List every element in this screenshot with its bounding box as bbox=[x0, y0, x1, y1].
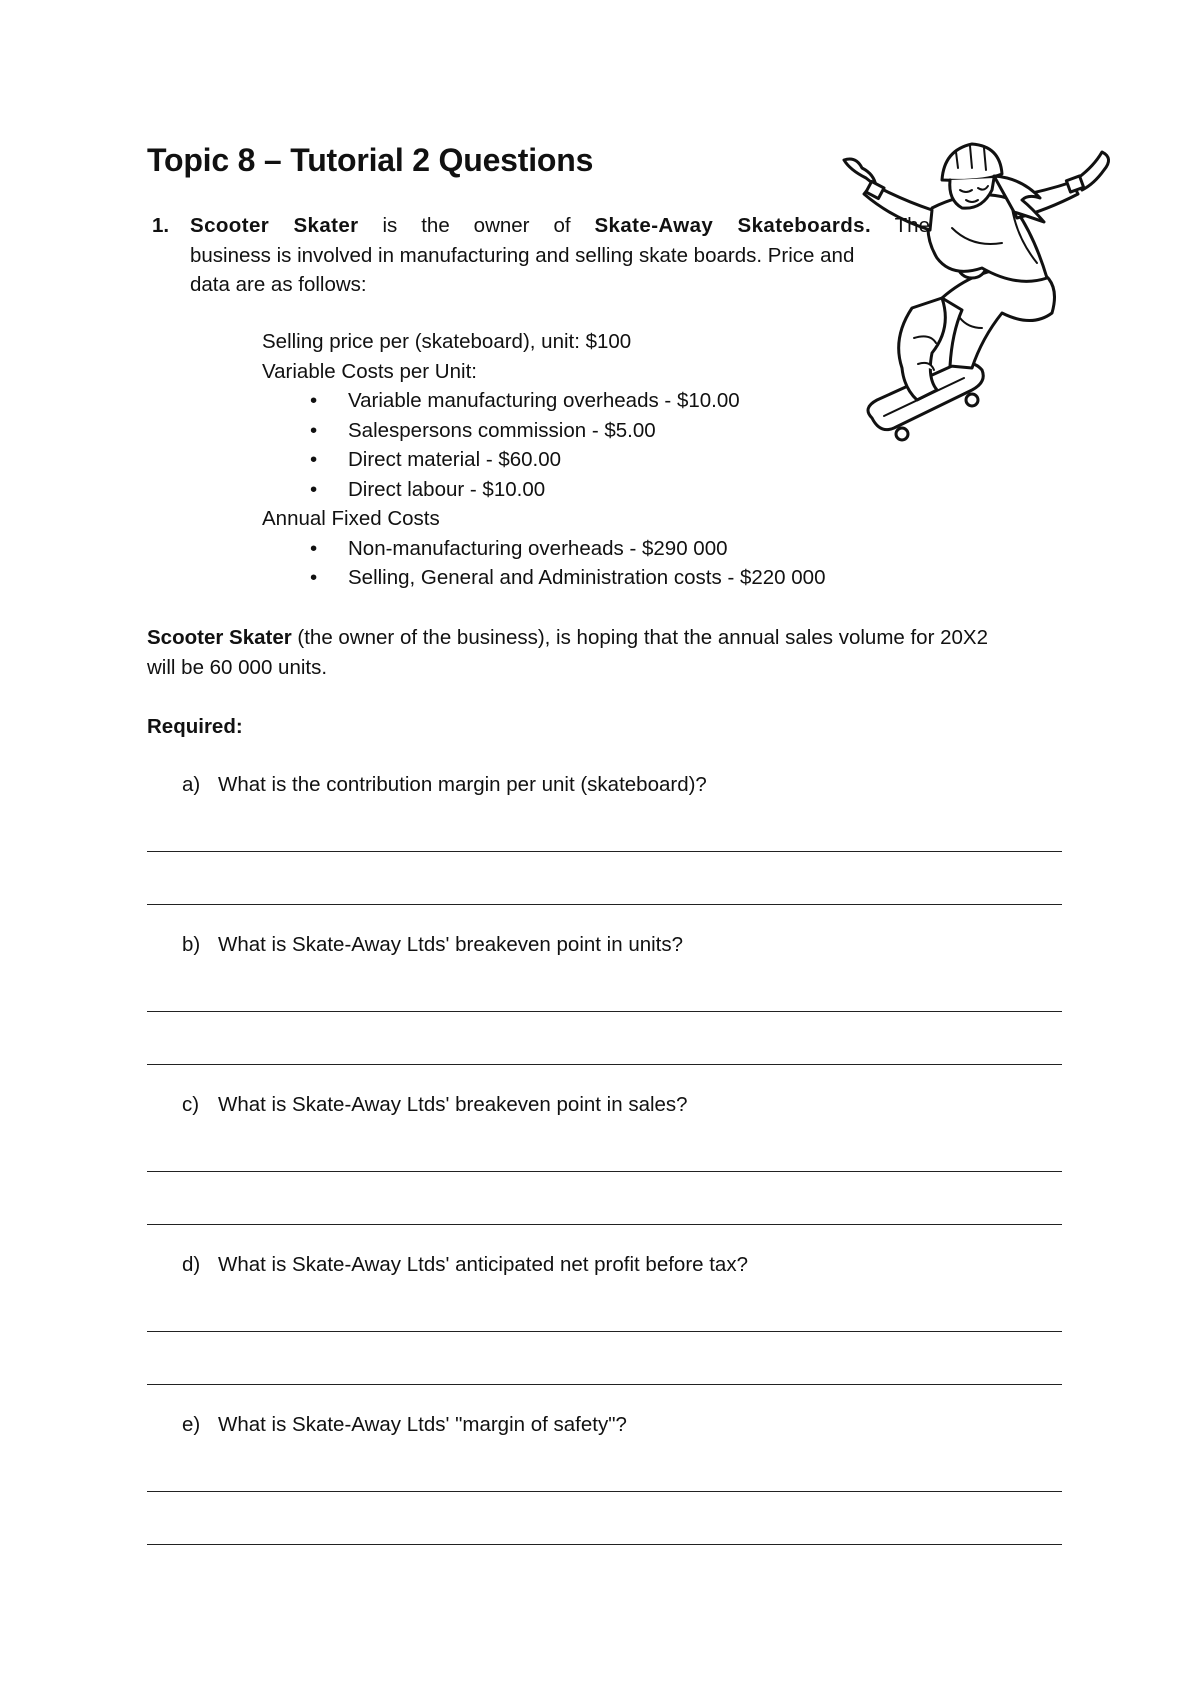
variable-cost-item: Salespersons commission - $5.00 bbox=[348, 418, 656, 442]
question-text: What is Skate-Away Ltds' anticipated net profit before tax? bbox=[218, 1253, 748, 1276]
bullet-icon: • bbox=[310, 477, 318, 501]
answer-line[interactable] bbox=[147, 1384, 1062, 1385]
paragraph-line-1-rest: (the owner of the business), is hoping that the annual sales volume for 20X2 bbox=[291, 626, 988, 649]
bullet-item bbox=[262, 475, 631, 505]
question-text: What is Skate-Away Ltds' "margin of safety"? bbox=[218, 1413, 627, 1436]
fixed-cost-item: Selling, General and Administration costs - $220 000 bbox=[348, 566, 826, 589]
answer-line[interactable] bbox=[147, 904, 1062, 905]
question-letter: c) bbox=[182, 1093, 200, 1116]
question-number: 1. bbox=[152, 214, 170, 237]
question-letter: a) bbox=[182, 773, 201, 796]
selling-price-line: Selling price per (skateboard), unit: $100 bbox=[262, 330, 632, 353]
intro-rest-text: The bbox=[871, 214, 930, 237]
business-name: Skate-Away Skateboards. bbox=[594, 214, 872, 237]
question-a bbox=[182, 770, 707, 800]
question-intro bbox=[190, 211, 930, 300]
question-text: What is Skate-Away Ltds' breakeven point in sales? bbox=[218, 1093, 688, 1116]
question-c bbox=[182, 1090, 688, 1120]
bullet-icon: • bbox=[310, 536, 318, 560]
question-letter: b) bbox=[182, 933, 201, 956]
answer-line[interactable] bbox=[147, 1011, 1062, 1012]
answer-line[interactable] bbox=[147, 1171, 1062, 1172]
bullet-item bbox=[262, 534, 728, 564]
cost-data-block bbox=[262, 327, 826, 593]
answer-line[interactable] bbox=[147, 1224, 1062, 1225]
page-title: Topic 8 – Tutorial 2 Questions bbox=[147, 142, 594, 178]
fixed-costs-heading: Annual Fixed Costs bbox=[262, 507, 440, 530]
variable-cost-item: Direct labour - $10.00 bbox=[348, 477, 546, 501]
sales-volume-paragraph bbox=[147, 623, 1062, 682]
intro-mid-text: is the owner of bbox=[358, 214, 595, 237]
paragraph-line-2: will be 60 000 units. bbox=[147, 655, 328, 679]
intro-line-2: business is involved in manufacturing and selling skate boards. Price and bbox=[190, 243, 855, 267]
bullet-icon: • bbox=[310, 448, 318, 471]
answer-line[interactable] bbox=[147, 1544, 1062, 1545]
intro-line-1 bbox=[190, 211, 930, 241]
question-d bbox=[182, 1250, 748, 1280]
question-e bbox=[182, 1410, 627, 1440]
question-letter: d) bbox=[182, 1253, 201, 1276]
question-letter: e) bbox=[182, 1413, 201, 1436]
intro-line-3: data are as follows: bbox=[190, 273, 367, 296]
question-b bbox=[182, 930, 683, 960]
variable-cost-item: Variable manufacturing overheads - $10.00 bbox=[348, 389, 740, 412]
question-text: What is the contribution margin per unit (skateboard)? bbox=[218, 773, 707, 796]
answer-line[interactable] bbox=[147, 851, 1062, 852]
bullet-item bbox=[262, 416, 656, 446]
answer-line[interactable] bbox=[147, 1331, 1062, 1332]
owner-name: Scooter Skater bbox=[190, 214, 359, 237]
bullet-icon: • bbox=[310, 418, 318, 442]
answer-line[interactable] bbox=[147, 1491, 1062, 1492]
fixed-cost-item: Non-manufacturing overheads - $290 000 bbox=[348, 536, 728, 560]
answer-line[interactable] bbox=[147, 1064, 1062, 1065]
variable-cost-item: Direct material - $60.00 bbox=[348, 448, 562, 471]
required-label: Required: bbox=[147, 715, 243, 738]
owner-name-bold: Scooter Skater bbox=[147, 626, 292, 649]
paragraph-line-1 bbox=[147, 623, 1062, 653]
bullet-item bbox=[262, 445, 631, 475]
bullet-icon: • bbox=[310, 389, 318, 412]
bullet-item bbox=[262, 563, 826, 593]
question-text: What is Skate-Away Ltds' breakeven point in units? bbox=[218, 933, 684, 956]
variable-costs-heading: Variable Costs per Unit: bbox=[262, 359, 477, 383]
bullet-item bbox=[262, 386, 740, 416]
bullet-icon: • bbox=[310, 566, 318, 589]
